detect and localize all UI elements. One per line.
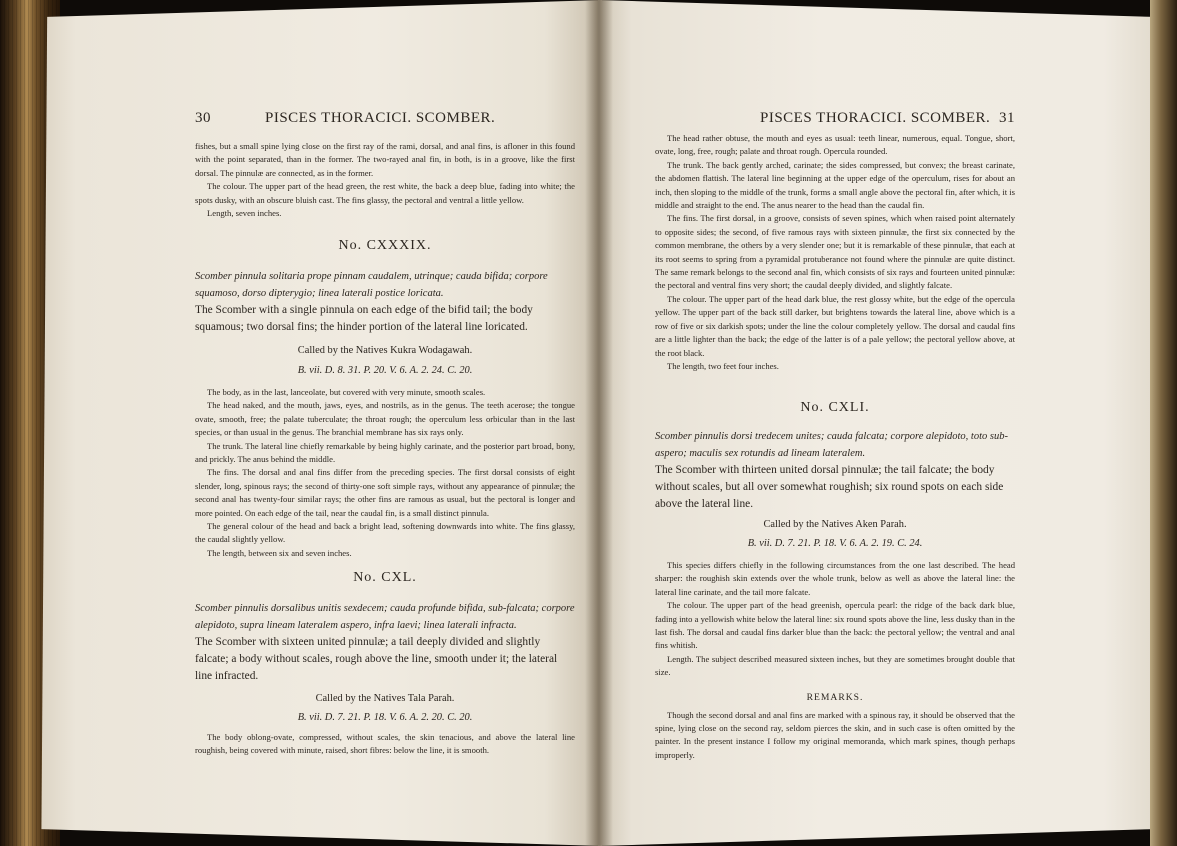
description-paragraph: The trunk. The lateral line chiefly remarkable by being highly carinate, and the posterior part broad, bony, and prickly. The anus behind the middle.: [195, 440, 575, 465]
latin-diagnosis: Scomber pinnulis dorsi tredecem unites; cauda falcata; corpore alepidoto, toto sub-aspero; maculis sex rotundis ad lineam lateralem.: [655, 431, 1008, 459]
description-paragraph: The fins. The first dorsal, in a groove, consists of seven spines, which when raised point alternately to opposite sides; the second, of five ramous rays with sixteen pinnulæ, the first six connected by the common membrane, the others by a very slender one; but it is remarkable of these pinnulæ, that each at its root seems to spring from a pyramidal protuberance not found where the pinnulæ are quite distinct. The same remark belongs to the second anal fin, which consists of six rays and fourteen united pinnulæ: the pectoral and ventral fins very short; the caudal deeply divided, and slightly falcate.: [655, 213, 1015, 291]
left-running-head: [195, 110, 575, 128]
description: [655, 559, 1015, 680]
latin-diagnosis: Scomber pinnula solitaria prope pinnam caudalem, utrinque; cauda bifida; corpore squamoso, dorso dipterygio; linea laterali postice loricata.: [195, 271, 548, 299]
fin-formula: B. vii. D. 8. 31. P. 20. V. 6. A. 2. 24. C. 20.: [297, 365, 473, 376]
description-paragraph: The trunk. The back gently arched, carinate; the sides compressed, but convex; the breast carinate, the abdomen flattish. The lateral line beginning at the upper edge of the operculum, rises for about an inch, then sloping to the middle of the trunk, forms a small angle above the pectoral fin, after which, it is middle and straight to the end. The anus nearer to the head than the caudal fin.: [655, 159, 1015, 211]
native-name: Called by the Natives Aken Parah.: [763, 519, 907, 530]
description-paragraph: The length, two feet four inches.: [667, 360, 779, 371]
colour-paragraph: The colour. The upper part of the head green, the rest white, the back a deep blue, fading into white; the spots dusky, with an obscure bluish cast. The fins glassy, the pectoral and ventral a little yellow.: [195, 181, 575, 205]
fin-formula: B. vii. D. 7. 21. P. 18. V. 6. A. 2. 19. C. 24.: [747, 538, 923, 549]
description-paragraph: The colour. The upper part of the head greenish, opercula pearl: the ridge of the back dark blue, fading into a yellowish white below the lateral line: six round spots above the line, less dusky than in the last fish. The dorsal and caudal fins darker blue than the back: the pectoral yellow; the ventral and anal fins whitish.: [655, 600, 1015, 651]
description: [195, 386, 575, 560]
book-gutter: [585, 0, 613, 846]
description-paragraph: The body oblong-ovate, compressed, without scales, the skin tenacious, and above the lateral line roughish, being covered with minute, raised, short fibres: below the line, it is smooth.: [195, 732, 575, 756]
right-page-number: 31: [999, 110, 1015, 126]
remarks-paragraph: Though the second dorsal and anal fins are marked with a spinous ray, it should be observed that the spine, lying close on the second ray, seldom pierces the skin, and in such case is often omitted by the painter. In the present instance I follow my original memoranda, which mark spines, though perhaps improperly.: [655, 709, 1015, 760]
species-cxl: [195, 570, 575, 758]
species-number: No. CXLI.: [800, 400, 870, 415]
english-diagnosis: The Scomber with thirteen united dorsal pinnulæ; the tail falcate; the body without scales, but all over somewhat roughish; six round spots on each side above the lateral line.: [655, 464, 1004, 510]
description-paragraph: The fins. The dorsal and anal fins differ from the preceding species. The first dorsal consists of eight slender, long, spinous rays; the second of thirty-one soft simple rays, without any appearance of pinnulæ; the second anal has twenty-four similar rays; the other fins are ramous as usual, but the pectoral is longer and more pointed. On each edge of the tail, near the caudal fin, is a small distinct pinnula.: [195, 467, 575, 518]
page-edges: [1150, 0, 1177, 846]
length-paragraph: Length, seven inches.: [207, 208, 282, 219]
intro-paragraph: fishes, but a small spine lying close on the first ray of the rami, dorsal, and anal fins, is afloner in this found with the point separated, than in the former. The two-rayed anal fin, in both, is in a groove, like the first dorsal. The pinnulæ are connected, as in the former.: [195, 141, 575, 178]
description-paragraph: The length, between six and seven inches.: [207, 547, 352, 558]
continued-description: [655, 132, 1015, 373]
description-paragraph: The head rather obtuse, the mouth and eyes as usual: teeth linear, numerous, equal. Tongue, short, ovate, long, free, rough; palate and throat rough. Opercula rounded.: [655, 133, 1015, 157]
native-name: Called by the Natives Kukra Wodagawah.: [297, 345, 473, 356]
species-cxli: [655, 400, 1015, 762]
species-cxxxix: [195, 238, 575, 560]
latin-diagnosis: Scomber pinnulis dorsalibus unitis sexdecem; cauda profunde bifida, sub-falcata; corpore alepidoto, supra lineam lateralem aspero, infra laevi; linea laterali infracta.: [195, 603, 575, 631]
right-running-head: [655, 110, 1015, 128]
description-paragraph: The head naked, and the mouth, jaws, eyes, and nostrils, as in the genus. The teeth acerose; the tongue ovate, smooth, free; the palate tuberculate; the throat rough; the operculum less orbicular than in the last species, or than usual in the genus. The branchial membrane has six rays only.: [195, 400, 575, 438]
description-paragraph: The colour. The upper part of the head dark blue, the rest glossy white, but the edge of the opercula yellow. The upper part of the back still darker, but brightens towards the lateral line, above which is a row of five or six darkish spots; under the line the colour completely yellow. The dorsal and caudal fins are a little lighter than the back; the edge of the latter is of a pale yellow; the pectoral yellow above, at the root black.: [655, 293, 1015, 358]
left-page-number: 30: [195, 110, 211, 126]
description-paragraph: Length. The subject described measured sixteen inches, but they are sometimes brought double that size.: [655, 653, 1015, 678]
native-name: Called by the Natives Tala Parah.: [315, 693, 455, 704]
right-header-title: PISCES THORACICI. SCOMBER.: [760, 110, 991, 126]
description-paragraph: The body, as in the last, lanceolate, but covered with very minute, smooth scales.: [207, 387, 486, 397]
description-paragraph: This species differs chiefly in the following circumstances from the one last described. The head sharper: the roughish skin extends over the whole trunk, below as well as above the lateral line: the lateral line carinate, and the tail more falcate.: [655, 560, 1015, 597]
english-diagnosis: The Scomber with a single pinnula on each edge of the bifid tail; the body squamous; two dorsal fins; the hinder portion of the lateral line loricated.: [195, 304, 533, 333]
english-diagnosis: The Scomber with sixteen united pinnulæ; a tail deeply divided and slightly falcate; a body without scales, rough above the line, smooth under it; the lateral line infracted.: [195, 636, 558, 682]
species-number: No. CXXXIX.: [338, 238, 432, 253]
species-number: No. CXL.: [353, 570, 417, 585]
intro-block: [195, 140, 575, 220]
description-paragraph: The general colour of the head and back a bright lead, softening downwards into white. The fins glassy, the caudal slightly yellow.: [195, 521, 575, 545]
left-header-title: PISCES THORACICI. SCOMBER.: [265, 110, 496, 126]
fin-formula: B. vii. D. 7. 21. P. 18. V. 6. A. 2. 20. C. 20.: [297, 712, 473, 723]
remarks-heading: REMARKS.: [806, 691, 864, 703]
